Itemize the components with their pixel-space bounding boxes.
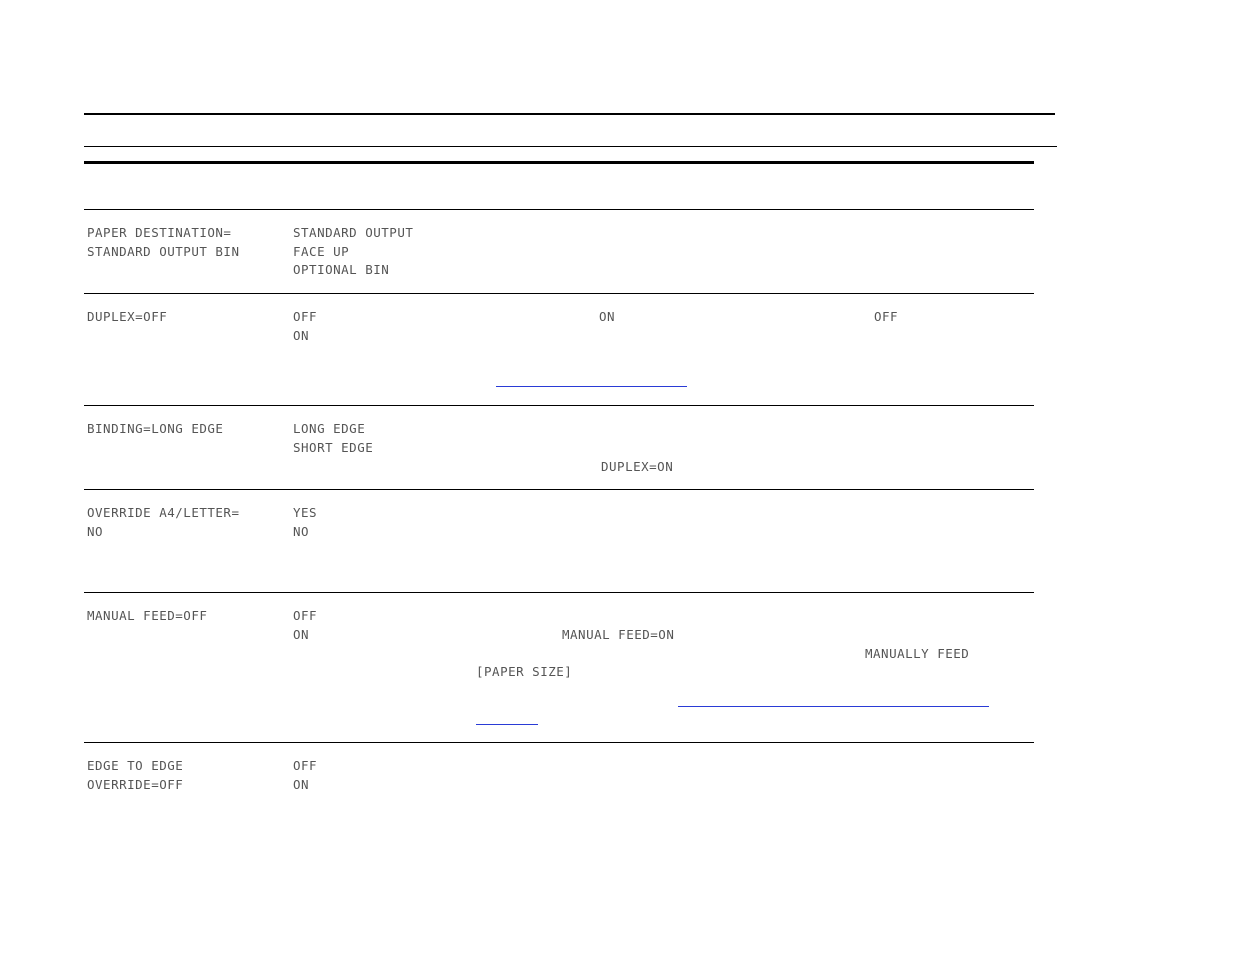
override-a4-letter-item: OVERRIDE A4/LETTER= NO	[87, 505, 240, 539]
override-a4-letter-values: YES NO	[293, 505, 318, 539]
paper-destination-item: PAPER DESTINATION= STANDARD OUTPUT BIN	[87, 225, 240, 259]
manual-feed-note-manually-feed: MANUALLY FEED	[865, 646, 970, 661]
manual-feed-item: MANUAL FEED=OFF	[87, 608, 208, 623]
row-divider-1	[84, 209, 1034, 210]
header-rule-middle	[84, 146, 1057, 147]
paper-destination-values: STANDARD OUTPUT FACE UP OPTIONAL BIN	[293, 225, 414, 277]
binding-note-duplex-on: DUPLEX=ON	[601, 459, 674, 474]
duplex-note-off: OFF	[874, 309, 899, 324]
manual-feed-hyperlink-underline-1[interactable]	[678, 706, 989, 707]
edge-to-edge-item: EDGE TO EDGE OVERRIDE=OFF	[87, 758, 184, 792]
duplex-values: OFF ON	[293, 309, 318, 343]
row-divider-4	[84, 489, 1034, 490]
binding-values: LONG EDGE SHORT EDGE	[293, 421, 374, 455]
manual-feed-note-paper-size: [PAPER SIZE]	[476, 664, 573, 679]
row-divider-5	[84, 592, 1034, 593]
duplex-note-on: ON	[599, 309, 616, 324]
manual-feed-note-on: MANUAL FEED=ON	[562, 627, 675, 642]
binding-item: BINDING=LONG EDGE	[87, 421, 224, 436]
row-divider-3	[84, 405, 1034, 406]
manual-feed-hyperlink-underline-2[interactable]	[476, 724, 538, 725]
manual-feed-values: OFF ON	[293, 608, 318, 642]
row-divider-2	[84, 293, 1034, 294]
row-divider-6	[84, 742, 1034, 743]
header-rule-top	[84, 113, 1055, 115]
edge-to-edge-values: OFF ON	[293, 758, 318, 792]
duplex-item: DUPLEX=OFF	[87, 309, 168, 324]
table-header-rule	[84, 161, 1034, 164]
duplex-hyperlink-underline[interactable]	[496, 386, 687, 387]
